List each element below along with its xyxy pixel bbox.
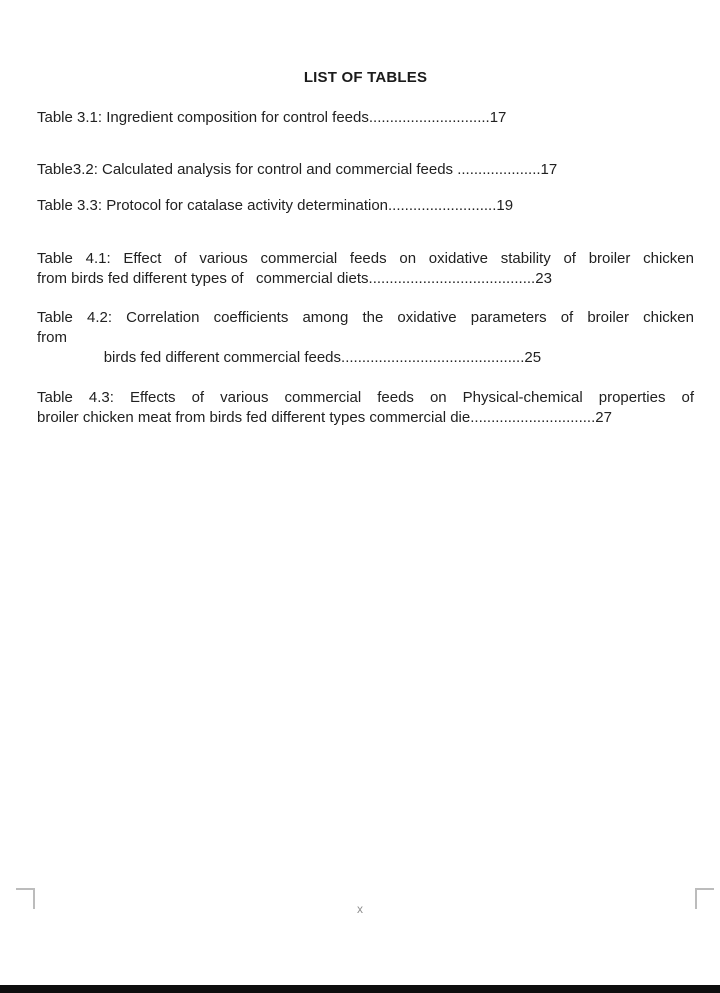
toc-entry-line: broiler chicken meat from birds fed different types commercial die..............................27 <box>37 409 612 426</box>
toc-entry <box>37 388 694 428</box>
toc-entry <box>37 249 694 289</box>
page-title: LIST OF TABLES <box>303 69 428 86</box>
toc-entry-line: Table 3.3: Protocol for catalase activity determination..........................19 <box>37 197 514 214</box>
toc-entry <box>37 196 694 216</box>
toc-entry-line: Table 4.3: Effects of various commercial feeds on Physical-chemical properties of <box>37 389 694 406</box>
toc-entry-line: birds fed different commercial feeds............................................25 <box>37 349 542 366</box>
page-number: x <box>357 902 363 916</box>
bottom-black-bar <box>0 985 720 993</box>
toc-entry <box>37 308 694 368</box>
page-content <box>0 68 720 428</box>
toc-entry-line: from <box>37 329 67 346</box>
toc-entry-line: Table3.2: Calculated analysis for control and commercial feeds ....................17 <box>37 161 558 178</box>
list-of-tables <box>37 108 694 428</box>
toc-entry-line: from birds fed different types of commercial diets........................................23 <box>37 270 552 287</box>
toc-entry <box>37 160 694 180</box>
toc-entry-line: Table 3.1: Ingredient composition for control feeds.............................17 <box>37 109 507 126</box>
toc-entry-line: Table 4.1: Effect of various commercial feeds on oxidative stability of broiler chicken <box>37 250 694 267</box>
toc-entry-line: Table 4.2: Correlation coefficients among the oxidative parameters of broiler chicken <box>37 309 694 326</box>
text-boundary-corner-right-icon <box>695 888 714 909</box>
toc-entry <box>37 108 694 128</box>
text-boundary-corner-left-icon <box>16 888 35 909</box>
